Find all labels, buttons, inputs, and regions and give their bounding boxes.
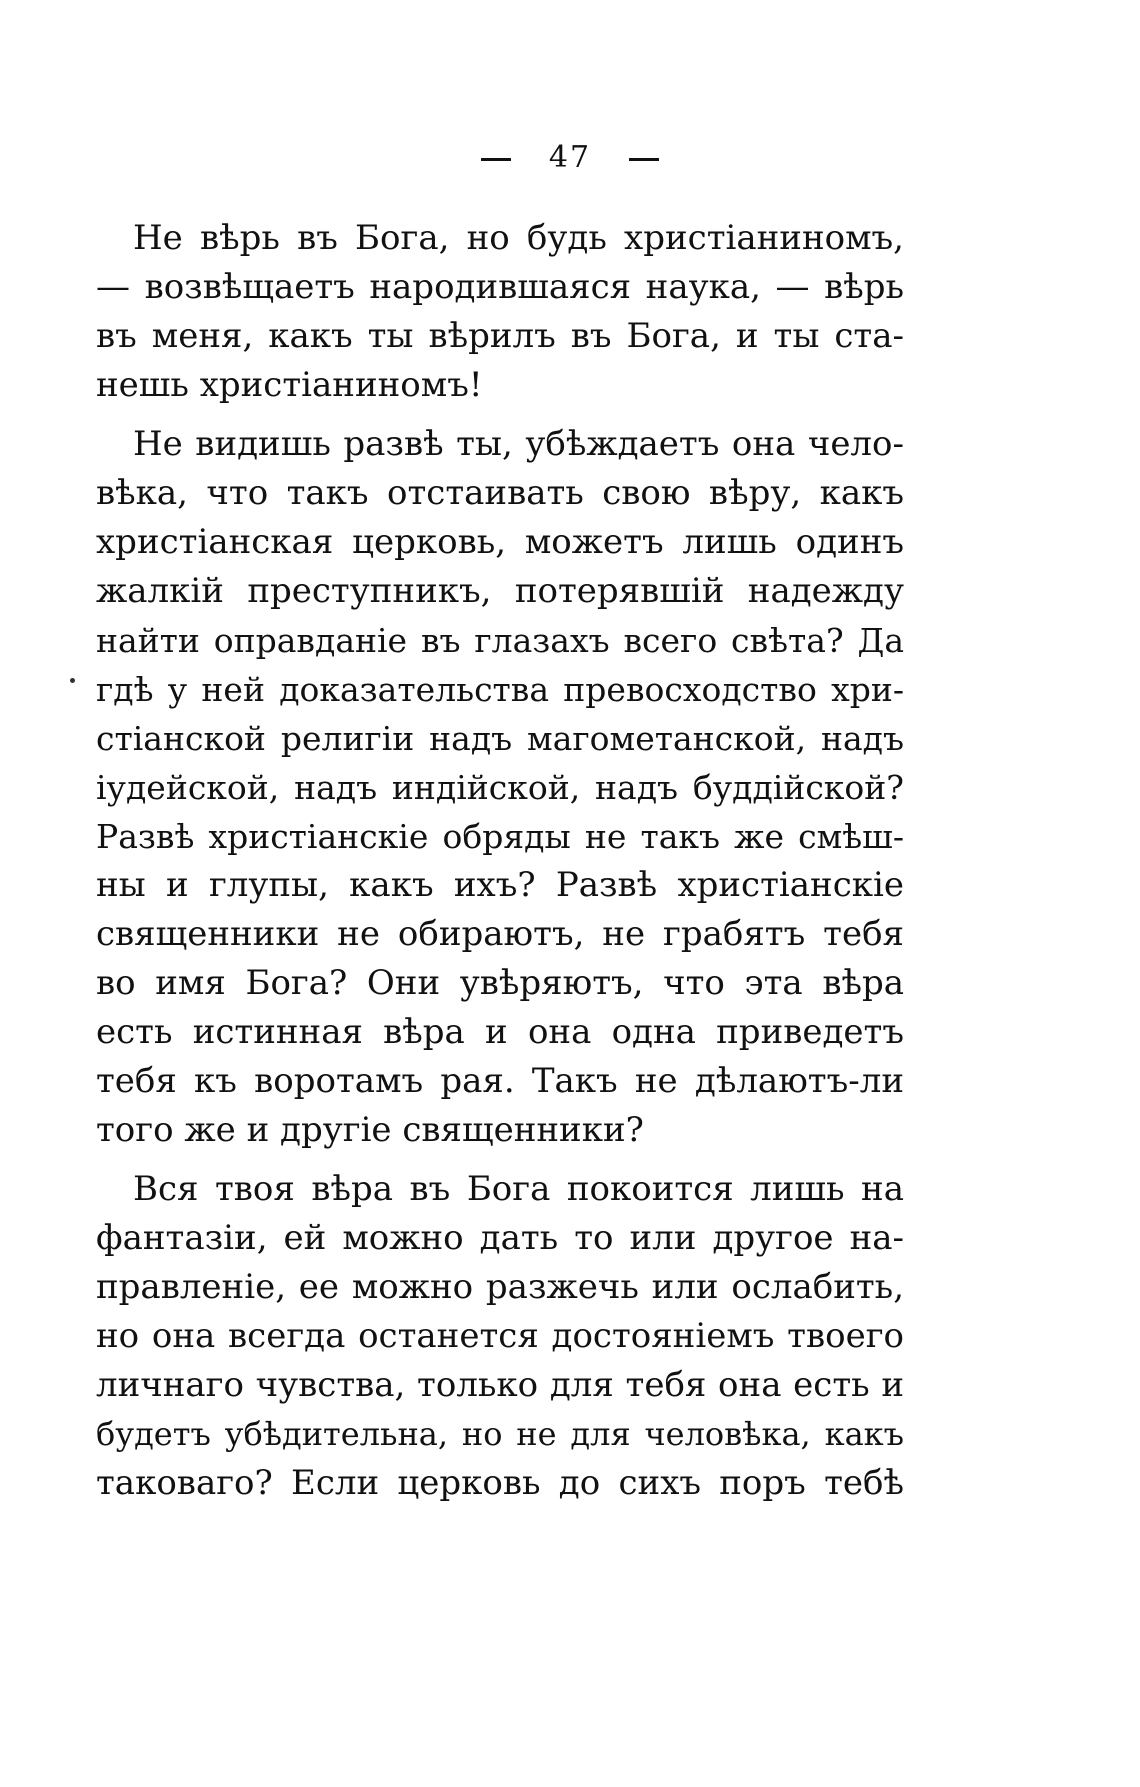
- text-line: фантазіи, ей можно дать то или другое на-: [96, 1218, 904, 1258]
- text-line: гдѣ у ней доказательства превосходство хри-: [96, 670, 904, 709]
- text-line: тебя къ воротамъ рая. Такъ не дѣлаютъ-ли: [96, 1061, 904, 1101]
- text-line: правленіе, ее можно разжечь или ослабить,: [96, 1267, 904, 1307]
- text-line: найти оправданіе въ глазахъ всего свѣта? Да: [96, 621, 904, 660]
- paragraph-1: [96, 214, 904, 410]
- text-line: Вся твоя вѣра въ Бога покоится лишь на: [133, 1169, 904, 1209]
- paragraph-3: [96, 1165, 904, 1508]
- text-line: есть истинная вѣра и она одна приведетъ: [96, 1012, 904, 1052]
- text-line: жалкій преступникъ, потерявшій надежду: [96, 571, 904, 611]
- text-line: стіанской религіи надъ магометанской, надъ: [96, 719, 904, 758]
- text-line: личнаго чувства, только для тебя она есть и: [96, 1365, 904, 1405]
- text-line: христіанская церковь, можетъ лишь одинъ: [96, 522, 904, 562]
- margin-mark: [70, 678, 75, 683]
- text-line: будетъ убѣдительна, но не для человѣка, какъ: [96, 1415, 904, 1453]
- text-line: того же и другіе священники?: [96, 1110, 644, 1150]
- text-line: Не вѣрь въ Бога, но будь христіаниномъ,: [133, 218, 904, 258]
- text-line: но она всегда останется достояніемъ твоего: [96, 1316, 904, 1356]
- text-line: таковаго? Если церковь до сихъ поръ тебѣ: [96, 1463, 904, 1503]
- text-line: во имя Бога? Они увѣряютъ, что эта вѣра: [96, 963, 904, 1003]
- text-line: Не видишь развѣ ты, убѣждаетъ она чело-: [133, 424, 904, 464]
- paragraph-2: [96, 420, 904, 1155]
- page-number-value: 47: [548, 140, 592, 175]
- body-text: [96, 214, 904, 1518]
- page-number-dash-right: [629, 158, 659, 161]
- text-line: — возвѣщаетъ народившаяся наука, — вѣрь: [96, 267, 904, 307]
- text-line: ны и глупы, какъ ихъ? Развѣ христіанскіе: [96, 865, 904, 905]
- page-number-dash-left: [481, 158, 511, 161]
- text-line: нешь христіаниномъ!: [96, 365, 483, 405]
- text-line: вѣка, что такъ отстаивать свою вѣру, какъ: [96, 473, 904, 513]
- text-line: священники не обираютъ, не грабятъ тебя: [96, 914, 904, 954]
- text-line: іудейской, надъ индійской, надъ буддійской?: [96, 768, 904, 807]
- page-number: [0, 140, 1140, 175]
- text-line: Развѣ христіанскіе обряды не такъ же смѣш-: [96, 817, 904, 856]
- text-line: въ меня, какъ ты вѣрилъ въ Бога, и ты ста-: [96, 316, 904, 356]
